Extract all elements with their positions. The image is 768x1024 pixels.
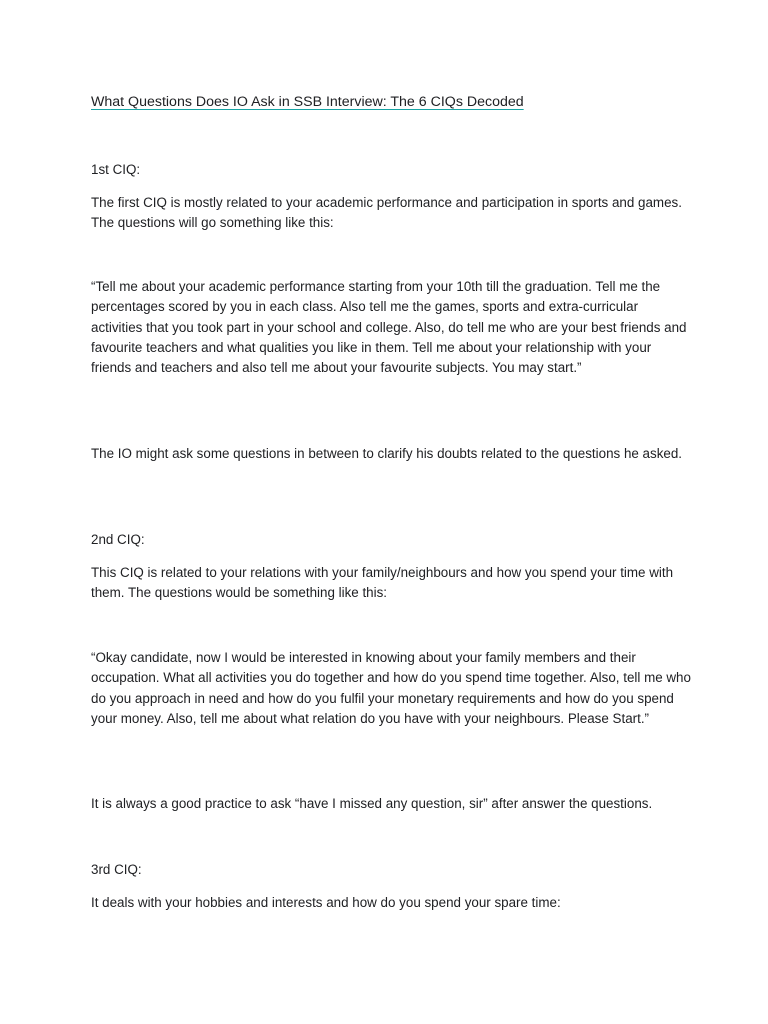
section-note-1st-ciq: The IO might ask some questions in between to clarify his doubts related to the questions he asked. [91,446,683,461]
section-quote-1st-ciq: “Tell me about your academic performance starting from your 10th till the graduation. Tell me the percentages scored by you in each class. Also tell me the games, sports and extra-curricular activities that you took part in your school and college. Also, do tell me who are your best friends and favourite teachers and what qualities you like in them. Tell me about your relationship with your friends and teachers and also tell me about your favourite subjects. You may start.” [91,279,687,376]
section-intro-3rd-ciq: It deals with your hobbies and interests and how do you spend your spare time: [91,895,561,910]
section-note-2nd-ciq: It is always a good practice to ask “have I missed any question, sir” after answer the questions. [91,796,653,811]
section-heading-3rd-ciq: 3rd CIQ: [91,862,142,877]
document-title: What Questions Does IO Ask in SSB Interview: The 6 CIQs Decoded [91,94,524,110]
section-heading-2nd-ciq: 2nd CIQ: [91,532,145,547]
section-intro-2nd-ciq: This CIQ is related to your relations with your family/neighbours and how you spend your time with them. The questions would be something like this: [91,565,674,601]
section-quote-2nd-ciq: “Okay candidate, now I would be interested in knowing about your family members and their occupation. What all activities you do together and how do you spend time together. Also, tell me who do you approach in need and how do you fulfil your monetary requirements and how do you spend your money. Also, tell me about what relation do you have with your neighbours. Please Start.” [91,650,691,726]
section-intro-1st-ciq: The first CIQ is mostly related to your academic performance and participation in sports and games. The questions will go something like this: [91,195,682,231]
section-heading-1st-ciq: 1st CIQ: [91,162,141,177]
